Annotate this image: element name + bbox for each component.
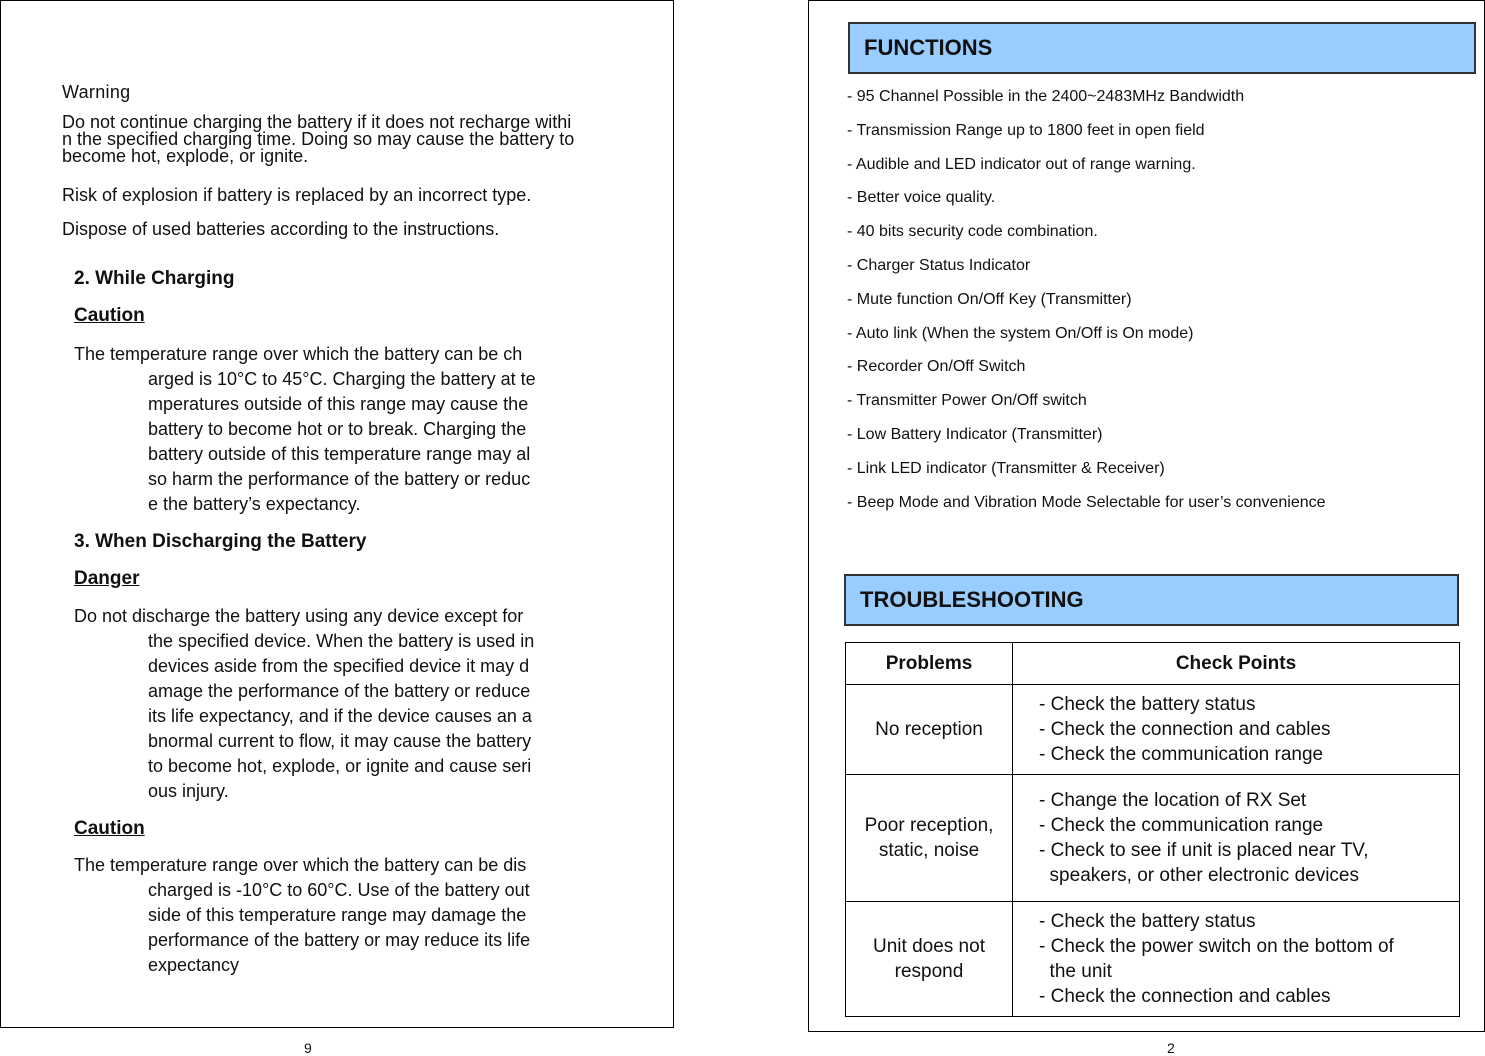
check-line: - Check the communication range: [1039, 815, 1324, 836]
problem-line: respond: [894, 961, 964, 982]
text-line: The temperature range over which the battery can be dis: [74, 855, 527, 875]
page-number-left: 9: [304, 1040, 312, 1056]
function-item: - Low Battery Indicator (Transmitter): [847, 425, 1103, 443]
checks-cell: [1013, 775, 1460, 902]
text-line: its life expectancy, and if the device causes an a: [148, 706, 532, 726]
problem-cell: [846, 685, 1013, 775]
section2-caution-label: Caution: [74, 305, 145, 326]
warning-text: [62, 114, 662, 165]
check-line: - Check the connection and cables: [1039, 719, 1331, 740]
section3-caution-label: Caution: [74, 818, 145, 839]
text-line: side of this temperature range may damage the: [148, 905, 527, 925]
function-item: - Charger Status Indicator: [847, 256, 1031, 274]
text-line: amage the performance of the battery or reduce: [148, 681, 531, 701]
problem-line: No reception: [875, 719, 983, 740]
page-number-right: 2: [1167, 1040, 1175, 1056]
check-line: - Check the battery status: [1039, 694, 1256, 715]
text-line: e the battery’s expectancy.: [148, 494, 361, 514]
warning-title: Warning: [62, 82, 131, 102]
risk-text: Risk of explosion if battery is replaced by an incorrect type.: [62, 185, 532, 205]
function-item: - Link LED indicator (Transmitter & Receiver): [847, 459, 1165, 477]
text-line: expectancy: [148, 955, 240, 975]
problem-cell: [846, 902, 1013, 1017]
checks-cell: [1013, 902, 1460, 1017]
checks-cell: [1013, 685, 1460, 775]
text-line: so harm the performance of the battery or reduc: [148, 469, 531, 489]
function-item: - 40 bits security code combination.: [847, 223, 1098, 241]
dispose-text: Dispose of used batteries according to the instructions.: [62, 219, 500, 239]
check-line: - Check the connection and cables: [1039, 986, 1331, 1007]
function-item: - Auto link (When the system On/Off is On mode): [847, 324, 1194, 342]
check-line: the unit: [1039, 961, 1112, 982]
table-row: [846, 902, 1460, 1017]
troubleshooting-table: [845, 642, 1460, 1017]
problem-line: Unit does not: [873, 936, 985, 957]
function-item: - Mute function On/Off Key (Transmitter): [847, 290, 1132, 308]
text-line: to become hot, explode, or ignite and cause seri: [148, 756, 532, 776]
text-line: the specified device. When the battery is used in: [148, 631, 535, 651]
functions-title: FUNCTIONS: [864, 35, 993, 60]
header-check-points: Check Points: [1013, 643, 1460, 685]
check-line: - Check to see if unit is placed near TV,: [1039, 840, 1369, 861]
text-line: battery outside of this temperature range may al: [148, 444, 531, 464]
section3-danger-text: [74, 604, 634, 804]
table-header-row: [846, 643, 1460, 685]
table-row: [846, 685, 1460, 775]
check-line: - Change the location of RX Set: [1039, 790, 1307, 811]
function-item: - Better voice quality.: [847, 189, 996, 207]
functions-list: [847, 86, 1326, 525]
table-row: [846, 775, 1460, 902]
section3-caution-text: [74, 853, 634, 978]
check-line: - Check the power switch on the bottom of: [1039, 936, 1394, 957]
text-line: The temperature range over which the battery can be ch: [74, 344, 523, 364]
problem-line: Poor reception,: [864, 815, 994, 836]
functions-banner: [848, 22, 1476, 74]
troubleshooting-banner: [844, 574, 1459, 626]
function-item: - Transmitter Power On/Off switch: [847, 392, 1087, 410]
text-line: Do not discharge the battery using any device except for: [74, 606, 524, 626]
problem-cell: [846, 775, 1013, 902]
warning-line: Do not continue charging the battery if it does not recharge withi: [62, 112, 572, 132]
warning-line: n the specified charging time. Doing so may cause the battery to: [62, 129, 575, 149]
function-item: - Transmission Range up to 1800 feet in open field: [847, 121, 1205, 139]
text-line: devices aside from the specified device it may d: [148, 656, 530, 676]
section2-heading: 2. While Charging: [74, 268, 235, 289]
check-line: - Check the battery status: [1039, 911, 1256, 932]
check-line: - Check the communication range: [1039, 744, 1324, 765]
troubleshooting-title: TROUBLESHOOTING: [860, 587, 1084, 612]
problem-line: static, noise: [878, 840, 980, 861]
text-line: charged is -10°C to 60°C. Use of the battery out: [148, 880, 530, 900]
header-problems: Problems: [846, 643, 1013, 685]
section3-heading: 3. When Discharging the Battery: [74, 531, 367, 552]
warning-line: become hot, explode, or ignite.: [62, 146, 309, 166]
function-item: - 95 Channel Possible in the 2400~2483MHz Bandwidth: [847, 88, 1245, 105]
text-line: arged is 10°C to 45°C. Charging the battery at te: [148, 369, 536, 389]
function-item: - Audible and LED indicator out of range warning.: [847, 155, 1196, 173]
text-line: battery to become hot or to break. Charging the: [148, 419, 527, 439]
section2-caution-text: [74, 342, 634, 517]
function-item: - Recorder On/Off Switch: [847, 358, 1026, 376]
check-line: speakers, or other electronic devices: [1039, 865, 1359, 886]
section3-danger-label: Danger: [74, 568, 140, 589]
text-line: performance of the battery or may reduce its life: [148, 930, 531, 950]
text-line: bnormal current to flow, it may cause the battery: [148, 731, 532, 751]
text-line: ous injury.: [148, 781, 229, 801]
function-item: - Beep Mode and Vibration Mode Selectable for user’s convenience: [847, 493, 1326, 511]
text-line: mperatures outside of this range may cause the: [148, 394, 529, 414]
